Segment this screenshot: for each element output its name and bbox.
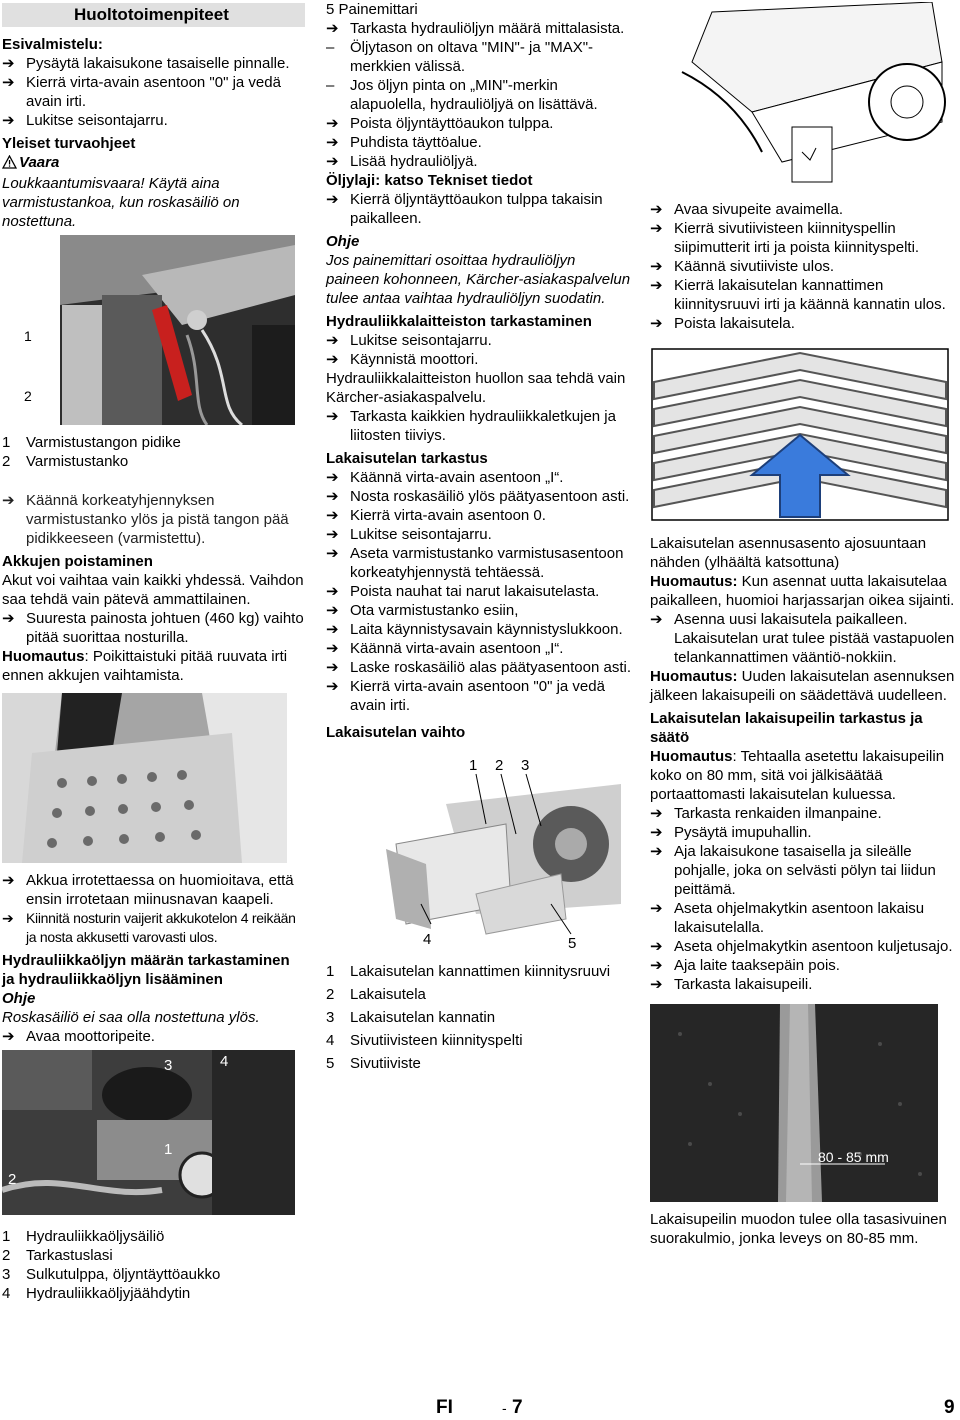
- legend-item: 1 Varmistustangon pidike: [2, 434, 181, 451]
- figure-side-cover: [652, 2, 952, 192]
- list-item: ➔ Pysäytä lakaisukone tasaiselle pinnalle.: [2, 54, 305, 73]
- ohje-label: Ohje: [326, 233, 360, 250]
- legend-item: 2 Tarkastuslasi: [2, 1247, 113, 1264]
- list-item: ➔ Aseta ohjelmakytkin asentoon kuljetusajo.: [650, 937, 955, 956]
- figure-brush-orientation: [650, 347, 950, 522]
- legend-item: 4 Sivutiivisteen kiinnityspelti: [326, 1032, 523, 1049]
- legend-item: 2 Varmistustanko: [2, 453, 129, 470]
- figure-label: 2: [8, 1171, 17, 1188]
- ohje-text: Roskasäiliö ei saa olla nostettuna ylös.: [2, 1009, 260, 1026]
- list-item: ➔ Laske roskasäiliö alas päätyasentoon asti.: [326, 658, 631, 677]
- list-item: ➔ Kiinnitä nosturin vaijerit akkukotelon 4 reikään ja nosta akkusetti varovasti ulos.: [2, 909, 305, 947]
- list-item: ➔ Tarkasta renkaiden ilmanpaine.: [650, 804, 955, 823]
- list-item: ➔ Tarkasta lakaisupeili.: [650, 975, 955, 994]
- list-item: ➔ Kierrä lakaisutelan kannattimen kiinnitysruuvi irti ja käännä kannatin ulos.: [650, 276, 955, 314]
- legend-item: 4 Hydrauliikkaöljyjäähdytin: [2, 1285, 191, 1302]
- vaara-text: Loukkaantumisvaara! Käytä aina varmistustankoa, kun roskasäiliö on nostettuna.: [2, 175, 240, 230]
- legend-item: 3 Lakaisutelan kannatin: [326, 1009, 496, 1026]
- column-1: [2, 0, 305, 1303]
- figure-batteries: [2, 693, 287, 863]
- figure-side-cover-drawing: [652, 2, 952, 192]
- list-item: ➔ Avaa moottoripeite.: [2, 1027, 305, 1046]
- peili-heading: Lakaisutelan lakaisupeilin tarkastus ja säätö: [650, 710, 923, 746]
- list-item: ➔ Kierrä virta-avain asentoon "0" ja vedä avain irti.: [326, 677, 631, 715]
- legend-item: 1 Lakaisutelan kannattimen kiinnitysruuvi: [326, 963, 611, 980]
- list-item: – Jos öljyn pinta on „MIN"-merkin alapuolella, hydrauliöljyä on lisättävä.: [326, 76, 631, 114]
- figure-hydraulic-tank-drawing: [2, 1050, 295, 1215]
- figure-safety-bar-drawing: [2, 235, 295, 425]
- list-item: ➔ Poista lakaisutela.: [650, 314, 955, 333]
- note-1: Huomautus: Kun asennat uutta lakaisutelaa paikalleen, huomioi harjassarjan oikea sijainti.: [650, 573, 955, 609]
- vaara-label: Vaara: [19, 154, 60, 171]
- list-item: ➔ Avaa sivupeite avaimella.: [650, 200, 955, 219]
- footer-page-number: 9: [944, 1397, 955, 1418]
- footer-page-ref: - 7: [502, 1397, 523, 1418]
- list-item: ➔ Asenna uusi lakaisutela paikalleen. Lakaisutelan urat tulee pistää vastapuolen telankannattimen vääntiö-nokkiin.: [650, 610, 955, 667]
- legend-item: 5 Sivutiiviste: [326, 1055, 421, 1072]
- list-item: ➔ Ota varmistustanko esiin,: [326, 601, 631, 620]
- hydr-check-heading: Hydrauliikkalaitteiston tarkastaminen: [326, 313, 592, 330]
- figure-sweep-pattern-drawing: [650, 1004, 938, 1202]
- figure-label: 2: [24, 388, 32, 404]
- akku-note: Huomautus: Poikittaistuki pitää ruuvata irti ennen akkujen vaihtamista.: [2, 648, 288, 684]
- hydr-heading: Hydrauliikkaöljyn määrän tarkastaminen ja hydrauliikkaöljyn lisääminen: [2, 952, 290, 988]
- figure-safety-bar: [2, 235, 295, 425]
- oljylaji: Öljylaji: katso Tekniset tiedot: [326, 172, 533, 189]
- note-3: Huomautus: Tehtaalla asetettu lakaisupeilin koko on 80 mm, sitä voi jälkisäätää portaattomasti lakaisutelan kuluessa.: [650, 748, 945, 803]
- figure-label: 1: [469, 757, 478, 774]
- figure-sweep-pattern: [650, 1004, 938, 1202]
- list-item: – Öljytason on oltava "MIN"- ja "MAX"-merkkien välissä.: [326, 38, 631, 76]
- akku-heading: Akkujen poistaminen: [2, 553, 153, 570]
- list-item: ➔ Kierrä sivutiivisteen kiinnityspellin siipimutterit irti ja poista kiinnityspelti.: [650, 219, 955, 257]
- ohje-label: Ohje: [2, 990, 36, 1007]
- list-item: ➔ Lisää hydrauliöljyä.: [326, 152, 631, 171]
- list-item: ➔ Aja laite taaksepäin pois.: [650, 956, 955, 975]
- figure-label: 4: [423, 931, 432, 948]
- legend-item: 3 Sulkutulppa, öljyntäyttöaukko: [2, 1266, 221, 1283]
- list-item: ➔ Nosta roskasäiliö ylös päätyasentoon asti.: [326, 487, 631, 506]
- list-item: ➔ Akkua irrotettaessa on huomioitava, että ensin irrotetaan miinusnavan kaapeli.: [2, 871, 305, 909]
- vaihto-heading: Lakaisutelan vaihto: [326, 724, 466, 741]
- list-item: ➔ Käännä virta-avain asentoon „I“.: [326, 639, 631, 658]
- ohje-text: Jos painemittari osoittaa hydrauliöljyn paineen kohonneen, Kärcher-asiakaspalvelun tulee antaa vaihtaa hydrauliöljyn suodatin.: [326, 252, 631, 307]
- figure-brush-orientation-drawing: [650, 347, 950, 522]
- list-item: ➔ Käynnistä moottori.: [326, 350, 631, 369]
- column-2: [326, 0, 631, 1073]
- list-item: ➔ Aseta ohjelmakytkin asentoon lakaisu lakaisutelalla.: [650, 899, 955, 937]
- list-item: ➔ Poista nauhat tai narut lakaisutelasta.: [326, 582, 631, 601]
- list-item: ➔ Lukitse seisontajarru.: [326, 331, 631, 350]
- figure-label: 1: [164, 1141, 173, 1158]
- list-item: ➔ Käännä korkeatyhjennyksen varmistustanko ylös ja pistä tangon pää pidikkeeseen (varmistettu).: [2, 491, 305, 548]
- figure-hydraulic-tank: [2, 1050, 295, 1215]
- figure-brush-replacement: [326, 754, 621, 954]
- warning-icon: [2, 155, 19, 174]
- list-item: ➔ Kierrä öljyntäyttöaukon tulppa takaisin paikalleen.: [326, 190, 631, 228]
- figure-batteries-drawing: [2, 693, 287, 863]
- figure-label: 3: [164, 1057, 173, 1074]
- vaara-label-row: [2, 153, 305, 174]
- column-3: [650, 0, 955, 1248]
- list-item: ➔ Puhdista täyttöalue.: [326, 133, 631, 152]
- legend-item: 1 Hydrauliikkaöljysäiliö: [2, 1228, 165, 1245]
- list-item: ➔ Käännä virta-avain asentoon „I“.: [326, 468, 631, 487]
- footer-lang: FI: [436, 1397, 453, 1418]
- measurement-label: 80 - 85 mm: [818, 1149, 889, 1165]
- list-item: ➔ Kierrä virta-avain asentoon "0" ja vedä avain irti.: [2, 73, 305, 111]
- list-item: ➔ Tarkasta hydrauliöljyn määrä mittalasista.: [326, 19, 631, 38]
- legend-item: 2 Lakaisutela: [326, 986, 426, 1003]
- lak-heading: Lakaisutelan tarkastus: [326, 450, 488, 467]
- hydr-text: Hydrauliikkalaitteiston huollon saa tehdä vain Kärcher-asiakaspalvelu.: [326, 370, 626, 406]
- figure-brush-replacement-drawing: [326, 754, 621, 954]
- list-item: ➔ Suuresta painosta johtuen (460 kg) vaihto pitää suorittaa nosturilla.: [2, 609, 305, 647]
- list-item: ➔ Lukitse seisontajarru.: [2, 111, 305, 130]
- figure-label: 5: [568, 935, 577, 952]
- list-item: ➔ Käännä sivutiiviste ulos.: [650, 257, 955, 276]
- figure-label: 1: [24, 328, 32, 344]
- akku-text: Akut voi vaihtaa vain kaikki yhdessä. Vaihdon saa tehdä vain pätevä ammattilainen.: [2, 572, 304, 608]
- list-item: ➔ Kierrä virta-avain asentoon 0.: [326, 506, 631, 525]
- list-item: ➔ Aja lakaisukone tasaisella ja sileälle pohjalle, joka on selvästi pölyn tai liidun peittämä.: [650, 842, 955, 899]
- item-5: 5 Painemittari: [326, 1, 418, 18]
- list-item: ➔ Poista öljyntäyttöaukon tulppa.: [326, 114, 631, 133]
- figure-label: 2: [495, 757, 504, 774]
- list-item: ➔ Tarkasta kaikkien hydrauliikkaletkujen ja liitosten tiiviys.: [326, 407, 631, 445]
- caption-sweep-pattern: Lakaisupeilin muodon tulee olla tasasivuinen suorakulmio, jonka leveys on 80-85 mm.: [650, 1211, 947, 1247]
- section-banner: Huoltotoimenpiteet: [2, 3, 305, 27]
- note-2: Huomautus: Uuden lakaisutelan asennuksen jälkeen lakaisupeili on säädettävä uudelleen.: [650, 668, 955, 704]
- turva-heading: Yleiset turvaohjeet: [2, 135, 136, 152]
- caption-brush-orientation: Lakaisutelan asennusasento ajosuuntaan nähden (ylhäältä katsottuna): [650, 535, 927, 571]
- esivalmistelu-heading: Esivalmistelu:: [2, 36, 103, 53]
- list-item: ➔ Lukitse seisontajarru.: [326, 525, 631, 544]
- figure-label: 4: [220, 1053, 229, 1070]
- list-item: ➔ Aseta varmistustanko varmistusasentoon korkeatyhjennystä tehtäessä.: [326, 544, 631, 582]
- list-item: ➔ Laita käynnistysavain käynnistyslukkoon.: [326, 620, 631, 639]
- list-item: ➔ Pysäytä imupuhallin.: [650, 823, 955, 842]
- figure-label: 3: [521, 757, 530, 774]
